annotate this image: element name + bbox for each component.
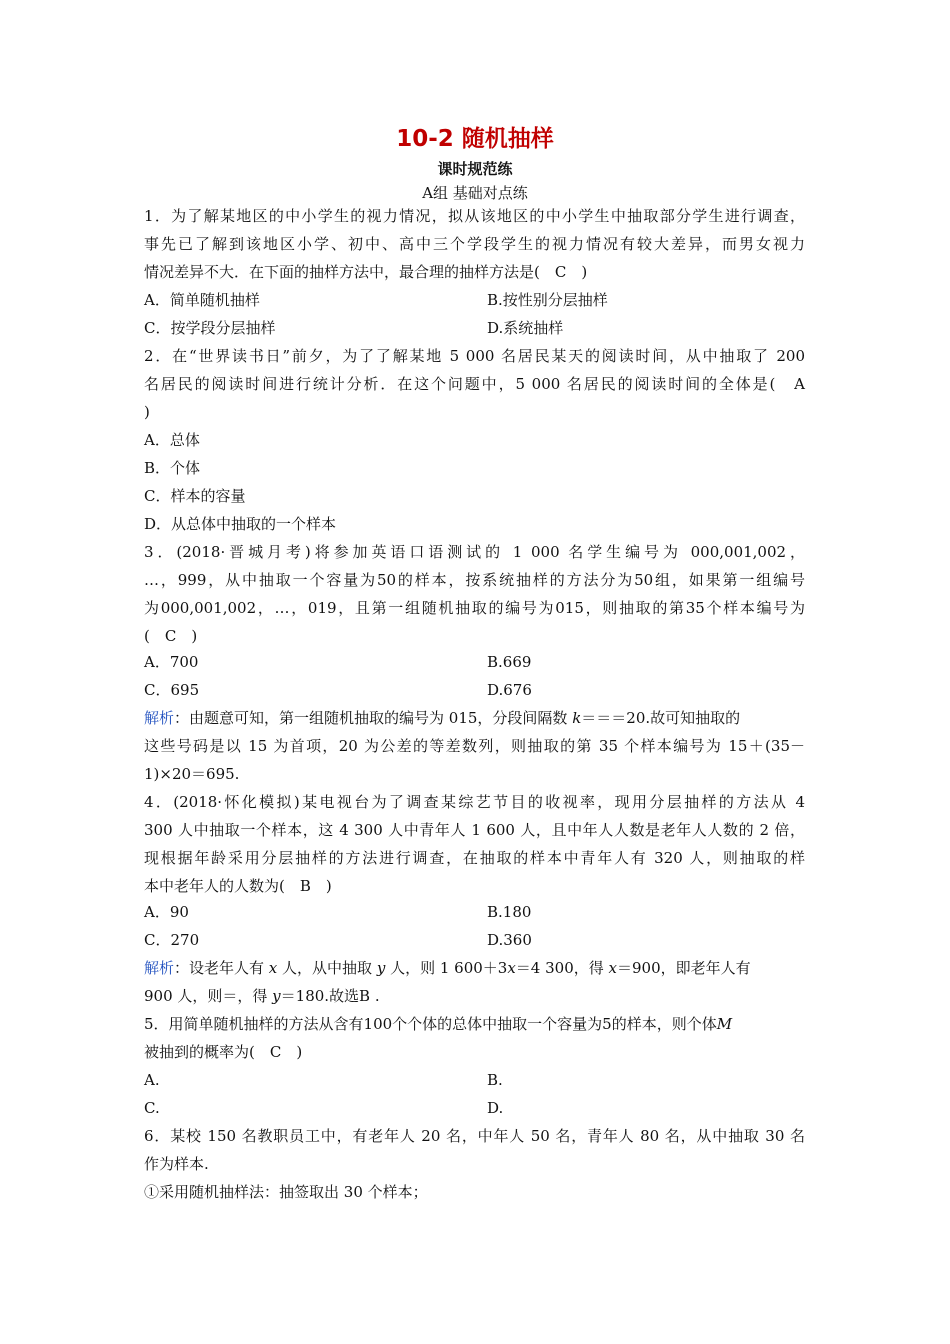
q4-line-2: 300 人中抽取一个样本，这 4 300 人中青年人 1 600 人，且中年人人数是老年人人数的 2 倍， [144,821,805,839]
solution-label: 解析 [144,959,175,977]
q1-line-3: 情况差异不大．在下面的抽样方法中，最合理的抽样方法是( C ) [144,263,588,281]
q5-line-1: 5．用简单随机抽样的方法从含有100个个体的总体中抽取一个容量为5的样本，则个体M [144,1015,733,1033]
solution-label: 解析 [144,709,175,727]
q1-option-c: C．按学段分层抽样 [144,319,276,337]
q5-option-c: C. [144,1099,160,1117]
q2-option-b: B．个体 [144,459,201,477]
q3-line-4: ( C ) [144,627,198,645]
q3-option-d: D.676 [487,681,532,699]
q4-line-4: 本中老年人的人数为( B ) [144,877,332,895]
q4-line-3: 现根据年龄采用分层抽样的方法进行调查，在抽取的样本中青年人有 320 人，则抽取的样 [144,849,805,867]
q1-option-b: B.按性别分层抽样 [487,291,608,309]
q2-option-a: A．总体 [144,431,200,449]
q4-solution-line-2: 900 人，则＝，得 y＝180.故选B . [144,987,380,1005]
q1-option-a: A．简单随机抽样 [144,291,260,309]
q2-option-c: C．样本的容量 [144,487,246,505]
q3-option-b: B.669 [487,653,532,671]
q3-line-2: …，999，从中抽取一个容量为50的样本，按系统抽样的方法分为50组，如果第一组编号 [144,571,805,589]
q4-line-1: 4．(2018·怀化模拟)某电视台为了调查某综艺节目的收视率，现用分层抽样的方法从 4 [144,793,805,811]
q5-option-a: A. [144,1071,160,1089]
q2-line-3: ) [144,403,150,421]
q6-line-2: 作为样本. [144,1155,209,1173]
q5-option-b: B. [487,1071,503,1089]
q4-solution-line-1: 解析：设老年人有 x 人，从中抽取 y 人，则 1 600＋3x＝4 300，得 x＝900，即老年人有 [144,959,751,977]
q3-line-3: 为000,001,002，…，019，且第一组随机抽取的编号为015，则抽取的第35个样本编号为 [144,599,805,617]
q4-option-c: C．270 [144,931,200,949]
q3-line-1: 3．(2018·晋城月考)将参加英语口语测试的 1 000 名学生编号为 000,001,002， [144,543,805,561]
q4-option-b: B.180 [487,903,532,921]
section-subtitle: 课时规范练 [437,160,513,178]
q4-option-a: A．90 [144,903,189,921]
q2-line-2: 名居民的阅读时间进行统计分析．在这个问题中，5 000 名居民的阅读时间的全体是( A [144,375,805,393]
group-heading: A组 基础对点练 [422,184,528,202]
q3-solution-line-2: 这些号码是以 15 为首项，20 为公差的等差数列，则抽取的第 35 个样本编号为 15＋(35－ [144,737,805,755]
q1-line-2: 事先已了解到该地区小学、初中、高中三个学段学生的视力情况有较大差异，而男女视力 [144,235,805,253]
q3-solution-line-3: 1)×20＝695. [144,765,240,783]
q5-option-d: D. [487,1099,504,1117]
q5-line-2: 被抽到的概率为( C ) [144,1043,303,1061]
q3-option-a: A．700 [144,653,199,671]
q1-line-1: 1．为了解某地区的中小学生的视力情况，拟从该地区的中小学生中抽取部分学生进行调查， [144,207,805,225]
q4-option-d: D.360 [487,931,532,949]
q1-option-d: D.系统抽样 [487,319,564,337]
q2-option-d: D．从总体中抽取的一个样本 [144,515,337,533]
q2-line-1: 2．在“世界读书日”前夕，为了了解某地 5 000 名居民某天的阅读时间，从中抽取了 200 [144,347,805,365]
q6-line-1: 6．某校 150 名教职员工中，有老年人 20 名，中年人 50 名，青年人 80 名，从中抽取 30 名 [144,1127,805,1145]
q3-solution-line-1: 解析：由题意可知，第一组随机抽取的编号为 015，分段间隔数 k＝＝＝20.故可知抽取的 [144,709,741,727]
q6-line-3: ①采用随机抽样法：抽签取出 30 个样本； [144,1183,428,1201]
q3-option-c: C．695 [144,681,200,699]
page-title: 10-2 随机抽样 [396,126,554,152]
